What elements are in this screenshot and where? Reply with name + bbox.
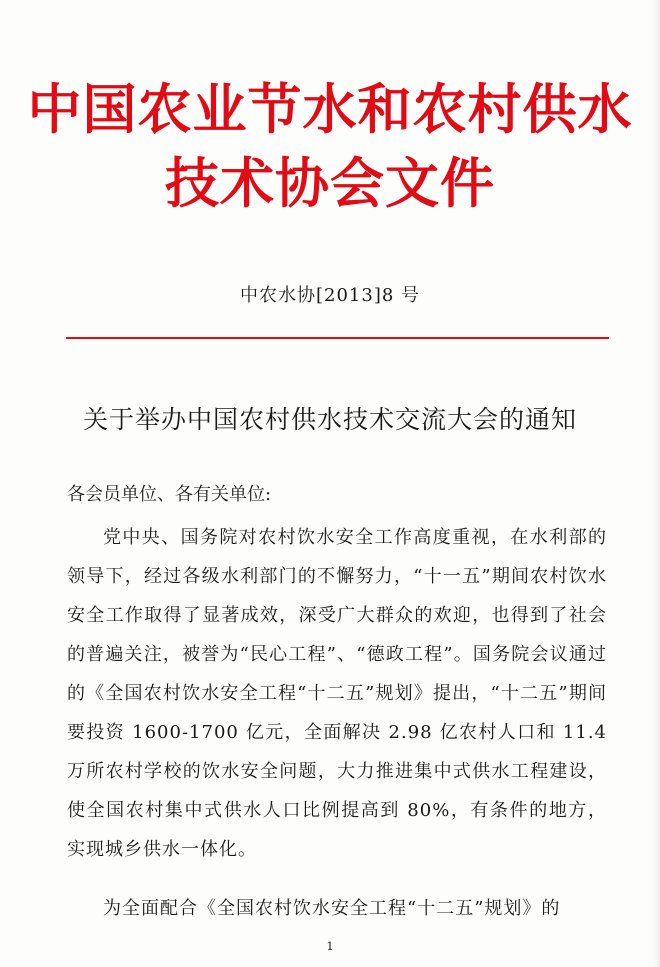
body-paragraph: 为全面配合《全国农村饮水安全工程“十二五”规划》的: [103, 898, 561, 919]
page-edge-shadow: [650, 0, 660, 967]
page-number: 1: [326, 940, 334, 953]
recipients-line: 各会员单位、各有关单位:: [67, 484, 272, 505]
red-divider: [66, 337, 609, 339]
header-title-line1: 中国农业节水和农村供水: [27, 78, 633, 141]
body-paragraph: 党中央、国务院对农村饮水安全工作高度重视，在水利部的领导下，经过各级水利部门的不懈努力，“十一五”期间农村饮水安全工作取得了显著成效，深受广大群众的欢迎，也得到了社会的普遍关注，被誉为“民心工程”、“德政工程”。国务院会议通过的《全国农村饮水安全工程“十二五”规划》提出，“十二五”期间要投资 1600-1700 亿元，全面解决 2.98 亿农村人口和 11.4 万所农村学校的饮水安全问题，大力推进集中式供水工程建设，使全国农村集中式供水人口比例提高到 80%，有条件的地方，实现城乡供水一体化。: [67, 527, 607, 860]
document-number: 中农水协[2013]8 号: [239, 285, 421, 306]
header-title-line2: 技术协会文件: [165, 152, 495, 215]
notice-title: 关于举办中国农村供水技术交流大会的通知: [82, 405, 577, 434]
